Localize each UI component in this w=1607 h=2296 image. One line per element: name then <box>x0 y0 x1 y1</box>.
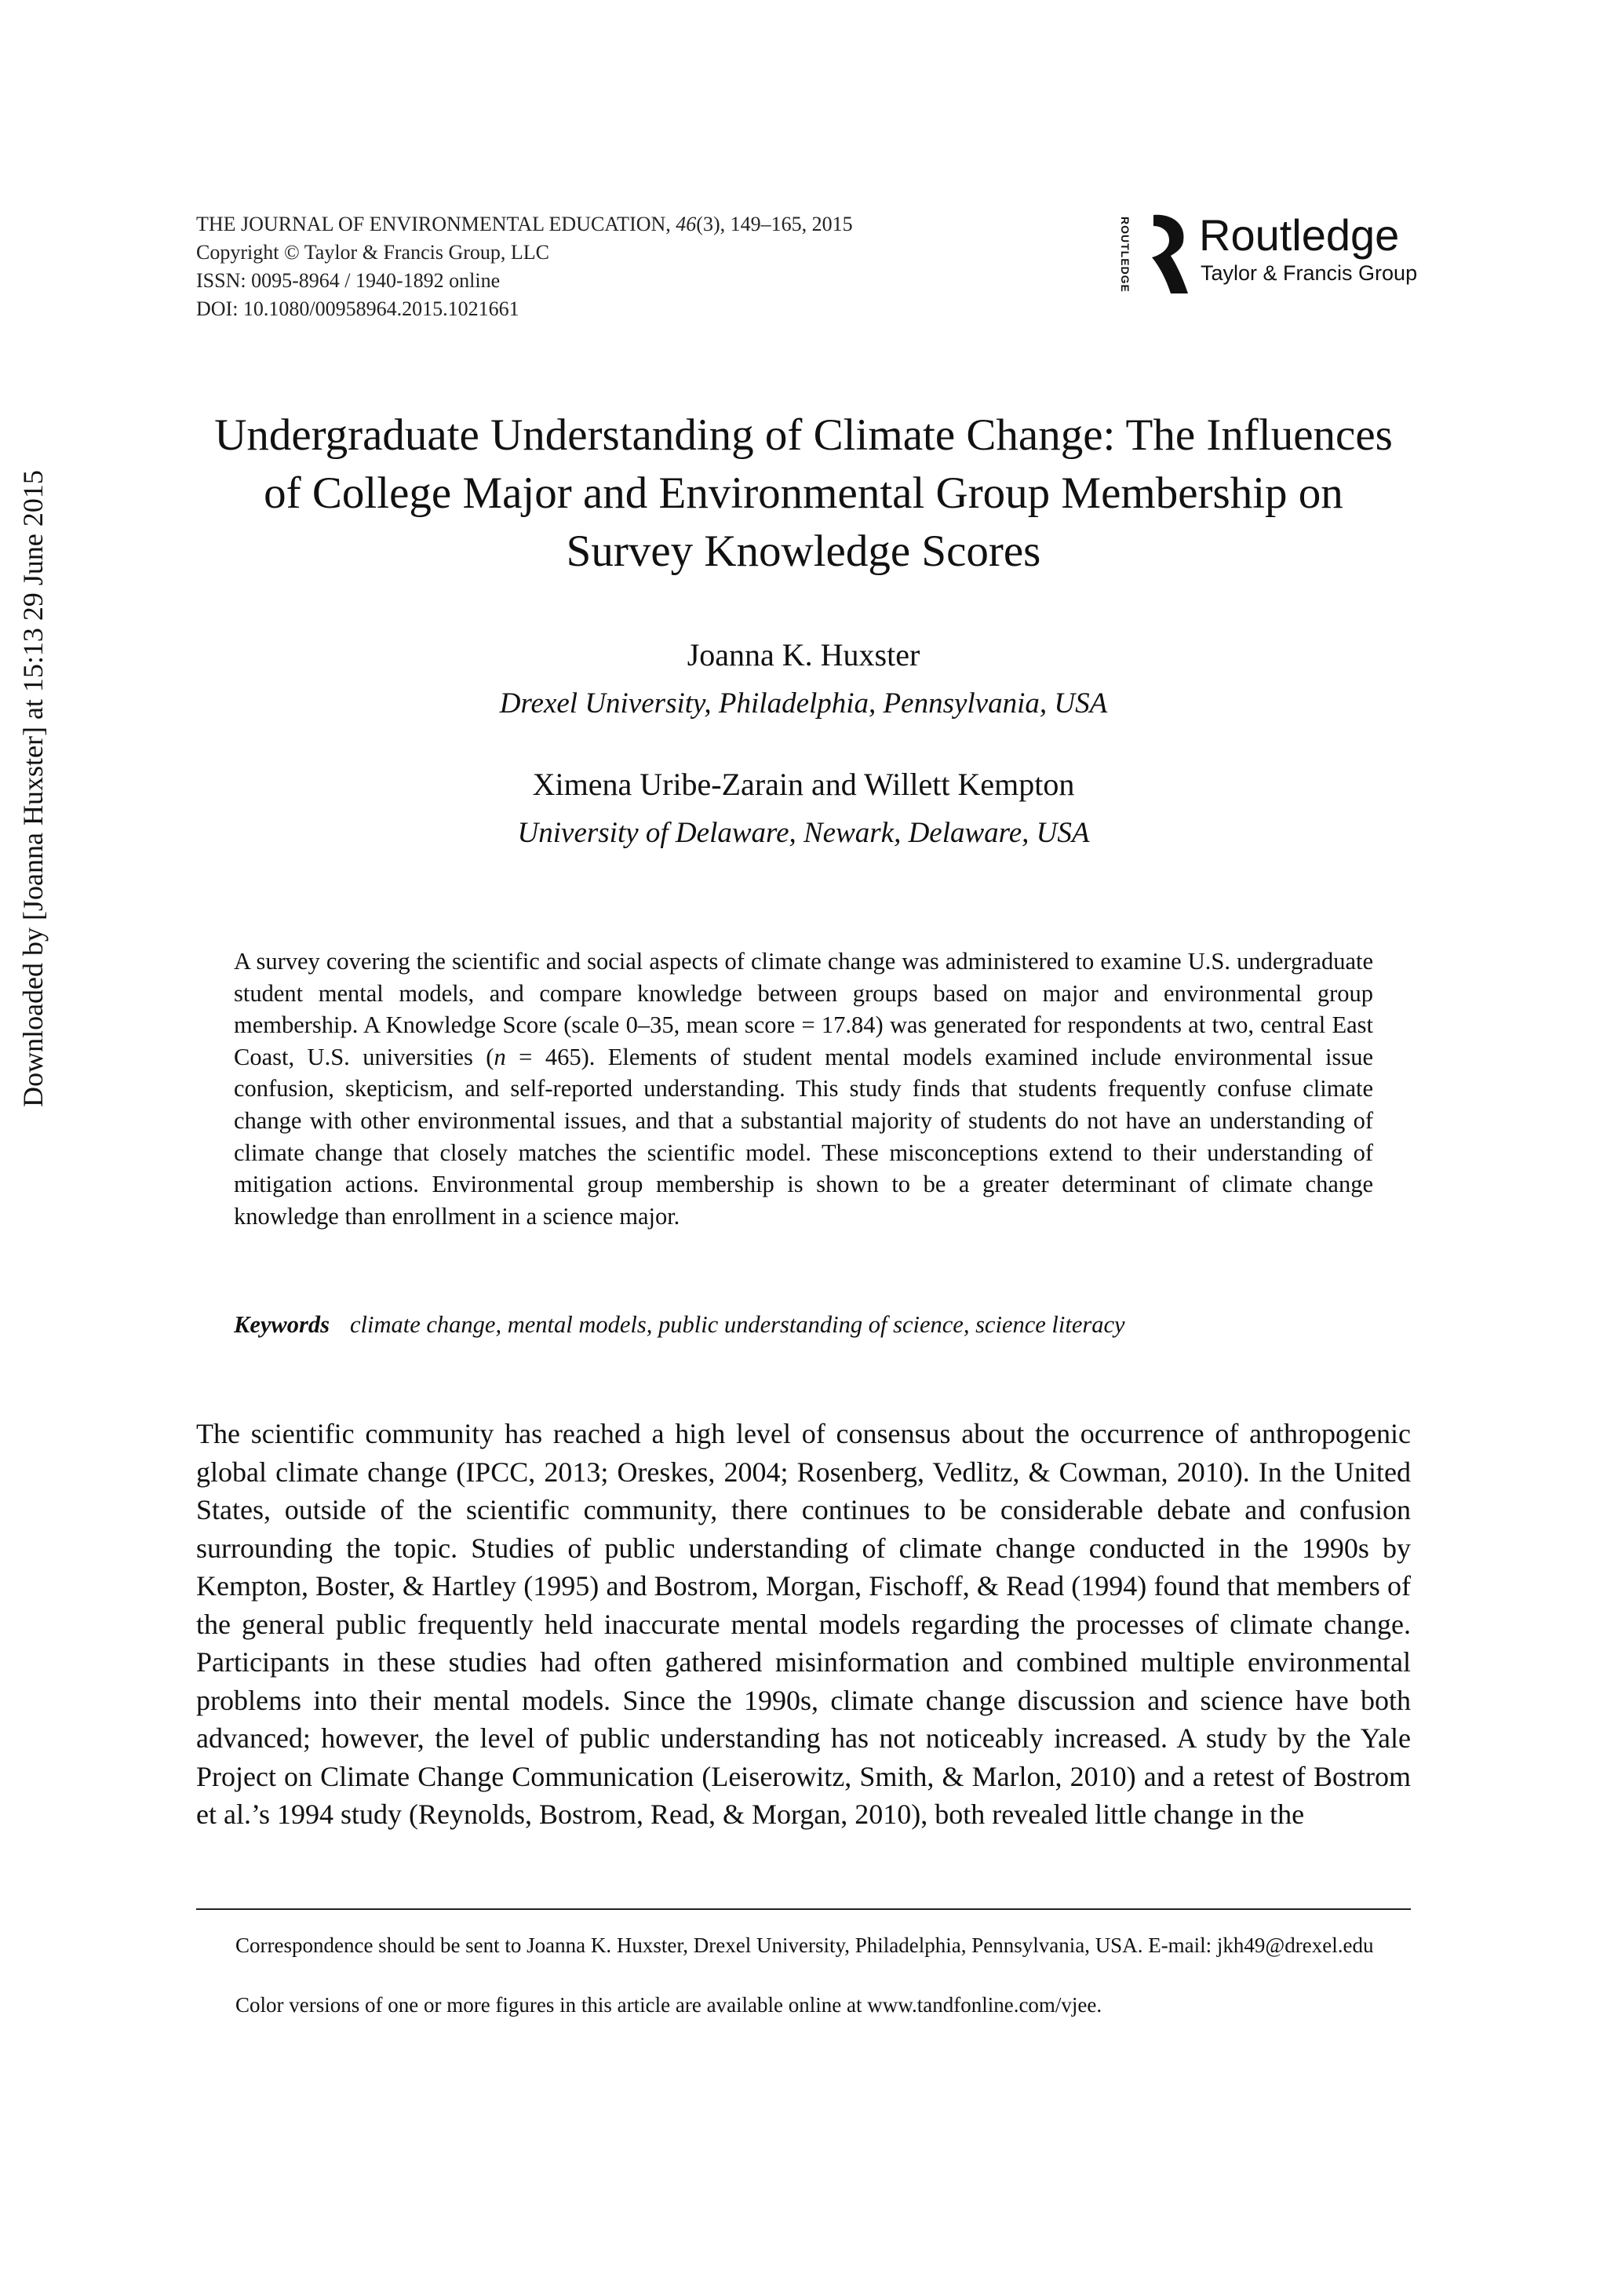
abstract-n-symbol: n <box>494 1043 506 1070</box>
affiliation-1: Drexel University, Philadelphia, Pennsylvania, USA <box>499 687 1108 720</box>
copyright-line: Copyright © Taylor & Francis Group, LLC <box>196 241 550 264</box>
author-2: Ximena Uribe-Zarain and Willett Kempton <box>532 767 1075 802</box>
journal-citation <box>196 210 981 239</box>
abstract-text-part1: A survey covering the scientific and social aspects of climate change was administered to examine U.S. undergraduate student mental models, and compare knowledge between groups based on major and environmental group membership. A Knowledge Score (scale 0–35, mean score = 17.84) was generated for respondents at two, central East Coast, U.S. universities ( <box>234 948 1373 1070</box>
journal-volume: 46 <box>676 213 697 235</box>
abstract <box>234 946 1373 1232</box>
abstract-text-part2: = 465). Elements of student mental models examined include environmental issue confusion, skepticism, and self-reported understanding. This study finds that students frequently confuse climate change with other environmental issues, and that a substantial majority of students do not have an understanding of climate change that closely matches the scientific model. These misconceptions extend to their understanding of mitigation actions. Environmental group membership is shown to be a greater determinant of climate change knowledge than enrollment in a science major. <box>234 1043 1373 1230</box>
publisher-vertical-text: ROUTLEDGE <box>1119 217 1131 293</box>
publisher-logo <box>1114 209 1420 295</box>
affiliation-2: University of Delaware, Newark, Delaware, USA <box>517 817 1090 849</box>
doi-line[interactable]: DOI: 10.1080/00958964.2015.1021661 <box>196 297 519 320</box>
publisher-name: Routledge <box>1199 210 1400 260</box>
article-title: Undergraduate Understanding of Climate Change: The Influences of College Major and Environmental Group Membership on Survey Knowledge Scores <box>214 410 1393 576</box>
routledge-profile-icon <box>1136 212 1193 297</box>
keywords-list: climate change, mental models, public understanding of science, science literacy <box>350 1311 1125 1338</box>
journal-citation-block <box>196 210 981 323</box>
keywords <box>234 1309 1373 1340</box>
footnote-divider <box>196 1908 1411 1910</box>
body-paragraph: The scientific community has reached a high level of consensus about the occurrence of anthropogenic global climate change (IPCC, 2013; Oreskes, 2004; Rosenberg, Vedlitz, & Cowman, 2010). In the United States, outside of the scientific community, there continues to be considerable debate and confusion surrounding the topic. Studies of public understanding of climate change conducted in the 1990s by Kempton, Boster, & Hartley (1995) and Bostrom, Morgan, Fischoff, & Read (1994) found that members of the general public frequently held inaccurate mental models regarding the processes of climate change. Participants in these studies had often gathered misinformation and combined multiple environmental problems into their mental models. Since the 1990s, climate change discussion and science have both advanced; however, the level of public understanding has not noticeably increased. A study by the Yale Project on Climate Change Communication (Leiserowitz, Smith, & Marlon, 2010) and a retest of Bostrom et al.’s 1994 study (Reynolds, Bostrom, Read, & Morgan, 2010), both revealed little change in the <box>196 1418 1411 1830</box>
keywords-label: Keywords <box>234 1311 330 1338</box>
publisher-group: Taylor & Francis Group <box>1201 261 1418 285</box>
journal-issue-pages: (3), 149–165, 2015 <box>696 213 853 235</box>
correspondence-text: Correspondence should be sent to Joanna K. Huxster, Drexel University, Philadelphia, Pennsylvania, USA. E-mail: jkh49@drexel.edu <box>235 1933 1374 1957</box>
journal-name: THE JOURNAL OF ENVIRONMENTAL EDUCATION, <box>196 213 676 235</box>
correspondence-footnote <box>196 1930 1411 1960</box>
color-footnote <box>196 1990 1411 2020</box>
download-watermark-text: Downloaded by [Joanna Huxster] at 15:13 29 June 2015 <box>17 470 49 1107</box>
color-note-text: Color versions of one or more figures in this article are available online at www.tandfonline.com/vjee. <box>235 1993 1102 2017</box>
issn-line: ISSN: 0095-8964 / 1940-1892 online <box>196 269 501 292</box>
author-1: Joanna K. Huxster <box>687 637 920 672</box>
